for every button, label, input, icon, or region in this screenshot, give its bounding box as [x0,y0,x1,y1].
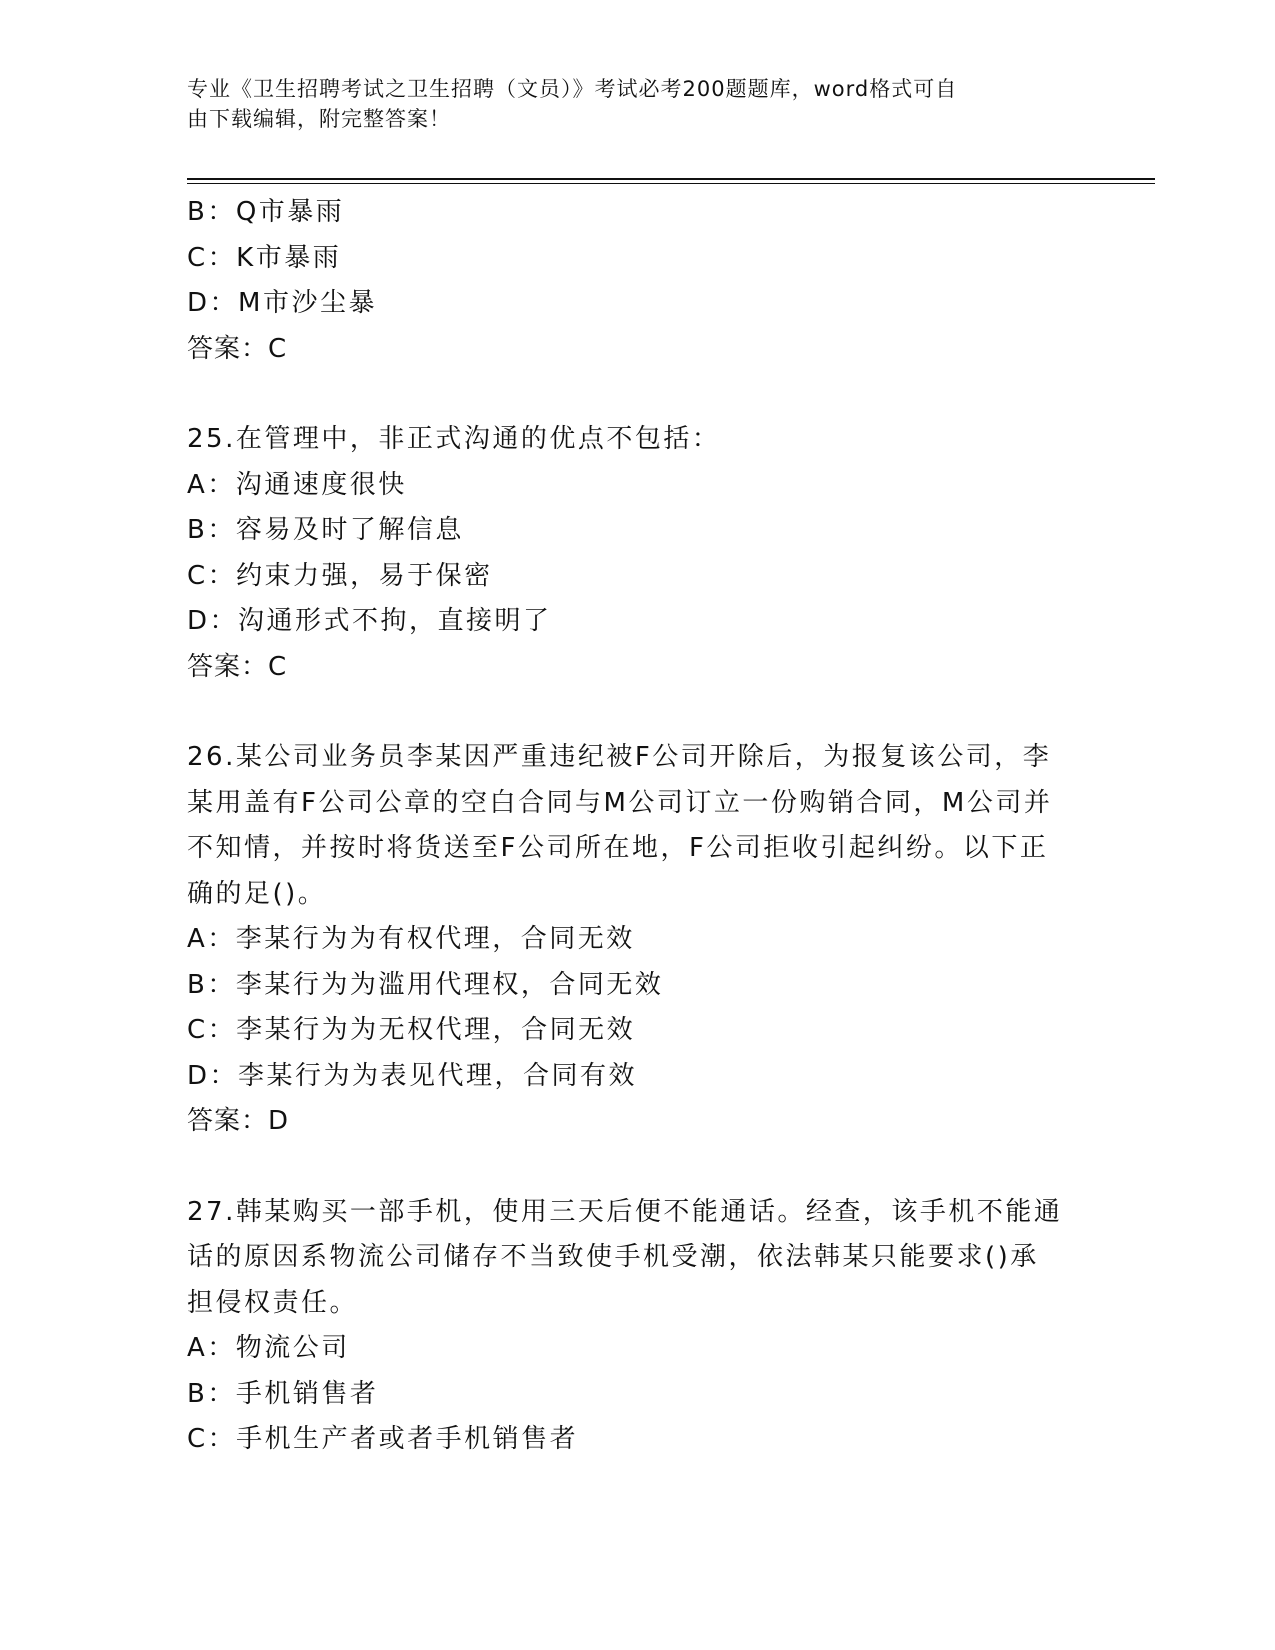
option-b: B：手机销售者 [187,1378,379,1409]
option-b: B：李某行为为滥用代理权，合同无效 [187,969,664,1000]
answer: 答案：C [187,651,288,682]
header-line-2: 由下载编辑，附完整答案！ [187,107,451,131]
option-b: B：Q市暴雨 [187,197,345,227]
question-text-line-2: 某用盖有F公司公章的空白合同与M公司订立一份购销合同，M公司并 [187,787,1053,818]
header-divider-thin [187,183,1155,184]
option-a: A：物流公司 [187,1333,350,1363]
question-list [187,190,1087,1463]
option-d: D：李某行为为表见代理，合同有效 [187,1060,638,1091]
question-25 [187,417,1087,690]
option-d: D：M市沙尘暴 [187,288,377,318]
header-line-1: 专业《卫生招聘考试之卫生招聘（文员）》考试必考200题题库，word格式可自 [187,77,958,101]
question-text-line-3: 担侵权责任。 [187,1287,359,1318]
option-d: D：沟通形式不拘，直接明了 [187,606,552,636]
question-text-line-1: 27.韩某购买一部手机，使用三天后便不能通话。经查，该手机不能通 [187,1196,1063,1227]
question-text-line-1: 26.某公司业务员李某因严重违纪被F公司开除后，为报复该公司，李 [187,742,1052,772]
question-text-line-2: 话的原因系物流公司储存不当致使手机受潮，依法韩某只能要求()承 [187,1242,1039,1272]
answer: 答案：C [187,333,288,364]
option-c: C：李某行为为无权代理，合同无效 [187,1015,636,1045]
option-a: A：李某行为为有权代理，合同无效 [187,924,635,954]
question-text-line-4: 确的足()。 [187,878,327,909]
answer: 答案：D [187,1106,290,1136]
header-divider-thick [187,178,1155,180]
option-c: C：约束力强，易于保密 [187,560,493,591]
option-a: A：沟通速度很快 [187,469,407,500]
question-26 [187,735,1087,1145]
option-b: B：容易及时了解信息 [187,515,464,545]
option-c: C：手机生产者或者手机销售者 [187,1424,579,1454]
document-header [187,74,1067,134]
question-text: 25.在管理中，非正式沟通的优点不包括： [187,424,721,454]
question-text-line-3: 不知情，并按时将货送至F公司所在地，F公司拒收引起纠纷。以下正 [187,833,1049,863]
option-c: C：K市暴雨 [187,242,342,273]
question-24 [187,190,1087,372]
question-27 [187,1190,1087,1463]
